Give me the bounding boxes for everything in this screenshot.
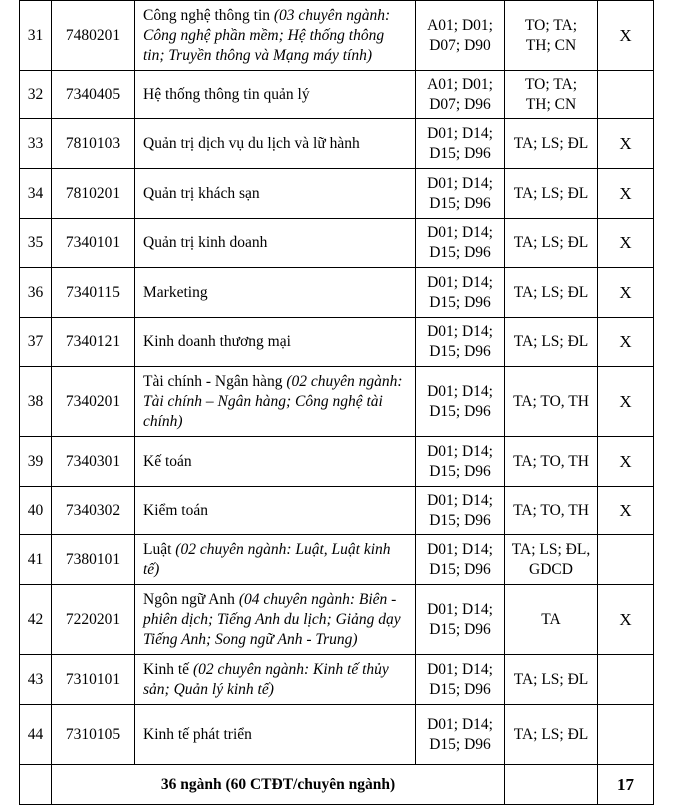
major-code: 7310105 <box>52 705 135 765</box>
subject-line: TO; TA; <box>524 75 577 93</box>
subjects-cell <box>505 367 598 437</box>
total-count: 17 <box>598 765 654 805</box>
subject-line: TA; LS; ĐL <box>513 184 589 202</box>
major-code: 7310101 <box>52 655 135 705</box>
row-number: 38 <box>20 367 52 437</box>
major-name: Kiểm toán <box>143 501 208 519</box>
major-name-cell <box>135 655 416 705</box>
combo-line: D15; D96 <box>429 194 491 212</box>
subject-line: TA; LS; ĐL <box>513 134 589 152</box>
mark-cell: X <box>598 268 654 318</box>
subjects-cell <box>505 318 598 367</box>
major-name: Kinh doanh thương mại <box>143 333 291 350</box>
major-code: 7340302 <box>52 487 135 535</box>
table-row <box>20 705 654 765</box>
subjects-cell <box>505 268 598 318</box>
mark-cell <box>598 71 654 119</box>
major-note: (02 chuyên ngành: Luật, Luật kinh tế) <box>143 540 391 578</box>
subjects-cell <box>505 487 598 535</box>
major-name-cell <box>135 705 416 765</box>
combo-line: D01; D14; <box>427 540 493 558</box>
combo-line: D01; D14; <box>427 174 493 192</box>
major-code: 7480201 <box>52 1 135 71</box>
mark-cell: X <box>598 367 654 437</box>
combos-cell <box>416 367 505 437</box>
major-name: Luật <box>143 540 172 558</box>
combo-line: D01; D14; <box>427 491 493 509</box>
subject-line: TA; LS; ĐL <box>513 725 589 743</box>
major-name-cell <box>135 71 416 119</box>
combo-line: D01; D14; <box>427 273 493 291</box>
subject-line: TA; TO, TH <box>513 501 589 519</box>
subject-line: TH; CN <box>525 95 577 113</box>
mark-cell: X <box>598 585 654 655</box>
subject-line: TA <box>541 610 561 628</box>
table-row <box>20 318 654 367</box>
mark-cell: X <box>598 437 654 487</box>
total-blank <box>20 765 52 805</box>
combos-cell <box>416 219 505 268</box>
major-name-cell <box>135 1 416 71</box>
row-number: 42 <box>20 585 52 655</box>
combos-cell <box>416 535 505 585</box>
major-name: Quản trị khách sạn <box>143 184 260 202</box>
subjects-cell <box>505 655 598 705</box>
major-name-cell <box>135 318 416 367</box>
row-number: 31 <box>20 1 52 71</box>
major-code: 7810201 <box>52 169 135 219</box>
table-row <box>20 535 654 585</box>
combo-line: D01; D14; <box>427 124 493 142</box>
row-number: 33 <box>20 119 52 169</box>
major-name-cell <box>135 487 416 535</box>
table-row <box>20 655 654 705</box>
mark-cell: X <box>598 318 654 367</box>
mark-cell <box>598 705 654 765</box>
majors-table <box>19 0 654 805</box>
row-number: 41 <box>20 535 52 585</box>
total-blank-2 <box>505 765 598 805</box>
major-name-cell <box>135 367 416 437</box>
major-name-cell <box>135 169 416 219</box>
combo-line: D15; D96 <box>429 402 491 420</box>
major-name: Kinh tế <box>143 660 190 678</box>
mark-cell: X <box>598 119 654 169</box>
subject-line: TA; TO, TH <box>513 452 589 470</box>
subjects-cell <box>505 437 598 487</box>
combos-cell <box>416 119 505 169</box>
subjects-cell <box>505 71 598 119</box>
combos-cell <box>416 705 505 765</box>
row-number: 40 <box>20 487 52 535</box>
combo-line: D01; D14; <box>427 224 493 241</box>
major-code: 7340115 <box>52 268 135 318</box>
row-number: 37 <box>20 318 52 367</box>
subject-line: TA; TO, TH <box>513 392 589 410</box>
major-code: 7340301 <box>52 437 135 487</box>
table-row <box>20 119 654 169</box>
subjects-cell <box>505 585 598 655</box>
mark-cell <box>598 655 654 705</box>
combo-line: D15; D96 <box>429 735 491 753</box>
combos-cell <box>416 655 505 705</box>
table-row <box>20 487 654 535</box>
major-name: Kinh tế phát triển <box>143 725 252 743</box>
major-name-cell <box>135 437 416 487</box>
combos-cell <box>416 318 505 367</box>
major-note: (03 chuyên ngành: Công nghệ phần mềm; Hệ thống thông tin; Truyền thông và Mạng máy tính) <box>143 6 391 64</box>
subjects-cell <box>505 1 598 71</box>
combo-line: D07; D90 <box>429 36 491 54</box>
table-row <box>20 169 654 219</box>
combo-line: D01; D14; <box>427 715 493 733</box>
table-row <box>20 71 654 119</box>
major-name: Công nghệ thông tin <box>143 6 271 24</box>
combo-line: D01; D14; <box>427 323 493 340</box>
major-code: 7810103 <box>52 119 135 169</box>
combo-line: D01; D14; <box>427 600 493 618</box>
combo-line: D15; D96 <box>429 620 491 638</box>
combo-line: D15; D96 <box>429 293 491 311</box>
subjects-cell <box>505 535 598 585</box>
mark-cell: X <box>598 1 654 71</box>
combo-line: D15; D96 <box>429 462 491 480</box>
combo-line: D07; D96 <box>429 95 491 113</box>
table-row <box>20 219 654 268</box>
combo-line: D15; D96 <box>429 144 491 162</box>
major-name-cell <box>135 119 416 169</box>
major-note: (02 chuyên ngành: Kinh tế thủy sản; Quản lý kinh tế) <box>143 660 389 698</box>
major-name: Tài chính - Ngân hàng <box>143 372 283 390</box>
combo-line: D01; D14; <box>427 442 493 460</box>
major-name-cell <box>135 585 416 655</box>
subject-line: TA; LS; ĐL <box>513 234 589 251</box>
mark-cell: X <box>598 219 654 268</box>
combo-line: D15; D96 <box>429 244 491 261</box>
major-name-cell <box>135 219 416 268</box>
table-row <box>20 1 654 71</box>
major-code: 7340101 <box>52 219 135 268</box>
table-row <box>20 268 654 318</box>
major-name: Quản trị dịch vụ du lịch và lữ hành <box>143 134 360 152</box>
row-number: 35 <box>20 219 52 268</box>
subject-line: TA; LS; ĐL <box>513 333 589 350</box>
subject-line: TA; LS; ĐL <box>513 670 589 688</box>
total-label: 36 ngành (60 CTĐT/chuyên ngành) <box>52 765 505 805</box>
subjects-cell <box>505 119 598 169</box>
combo-line: A01; D01; <box>427 75 493 93</box>
subject-line: TA; LS; ĐL <box>513 283 589 301</box>
combos-cell <box>416 268 505 318</box>
combos-cell <box>416 437 505 487</box>
combo-line: D15; D96 <box>429 511 491 529</box>
table-row <box>20 585 654 655</box>
combo-line: D15; D96 <box>429 560 491 578</box>
major-note: (04 chuyên ngành: Biên - phiên dịch; Tiếng Anh du lịch; Giảng dạy Tiếng Anh; Song ngữ Anh - Trung) <box>143 590 401 648</box>
combo-line: D01; D14; <box>427 660 493 678</box>
row-number: 39 <box>20 437 52 487</box>
subject-line: TA; LS; ĐL, <box>511 540 591 558</box>
major-name-cell <box>135 268 416 318</box>
major-name: Marketing <box>143 283 208 301</box>
combos-cell <box>416 71 505 119</box>
combos-cell <box>416 169 505 219</box>
row-number: 44 <box>20 705 52 765</box>
combos-cell <box>416 487 505 535</box>
subjects-cell <box>505 169 598 219</box>
mark-cell: X <box>598 487 654 535</box>
major-code: 7380101 <box>52 535 135 585</box>
major-name: Ngôn ngữ Anh <box>143 590 235 608</box>
row-number: 34 <box>20 169 52 219</box>
major-code: 7340201 <box>52 367 135 437</box>
major-name: Quản trị kinh doanh <box>143 234 268 251</box>
combo-line: D15; D96 <box>429 343 491 360</box>
subjects-cell <box>505 219 598 268</box>
total-row <box>20 765 654 805</box>
major-name: Kế toán <box>143 452 192 470</box>
subject-line: TH; CN <box>525 36 577 54</box>
major-name-cell <box>135 535 416 585</box>
row-number: 43 <box>20 655 52 705</box>
table-row <box>20 367 654 437</box>
row-number: 36 <box>20 268 52 318</box>
combos-cell <box>416 585 505 655</box>
mark-cell: X <box>598 169 654 219</box>
major-name: Hệ thống thông tin quản lý <box>143 85 310 103</box>
major-note: (02 chuyên ngành: Tài chính – Ngân hàng; Công nghệ tài chính) <box>143 372 403 430</box>
subject-line: TO; TA; <box>524 16 577 34</box>
table-row <box>20 437 654 487</box>
subject-line: GDCD <box>529 560 573 578</box>
combos-cell <box>416 1 505 71</box>
mark-cell <box>598 535 654 585</box>
major-code: 7220201 <box>52 585 135 655</box>
row-number: 32 <box>20 71 52 119</box>
combo-line: A01; D01; <box>427 16 493 34</box>
combo-line: D15; D96 <box>429 680 491 698</box>
subjects-cell <box>505 705 598 765</box>
combo-line: D01; D14; <box>427 382 493 400</box>
major-code: 7340121 <box>52 318 135 367</box>
major-code: 7340405 <box>52 71 135 119</box>
